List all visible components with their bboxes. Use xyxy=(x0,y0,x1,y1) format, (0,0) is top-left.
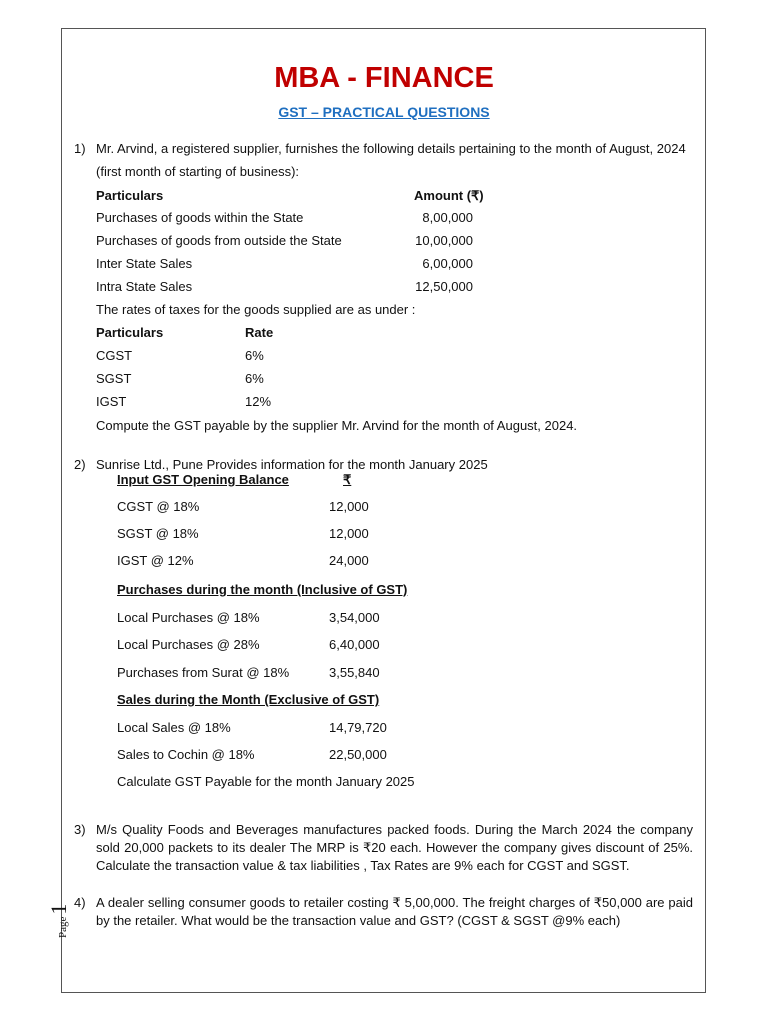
table-row-value: 6,40,000 xyxy=(329,637,380,652)
q4-number: 4) xyxy=(74,895,86,910)
table-row-value: 8,00,000 xyxy=(422,210,473,225)
table-row-label: Purchases of goods from outside the State xyxy=(96,233,342,248)
q3-number: 3) xyxy=(74,822,86,837)
table-row-value: 12% xyxy=(245,394,272,409)
table-row-value: 22,50,000 xyxy=(329,747,387,762)
q2-rupee-heading: ₹ xyxy=(343,472,352,487)
table-row-label: IGST @ 12% xyxy=(117,553,194,568)
table-row-label: Local Purchases @ 28% xyxy=(117,637,260,652)
table-row-label: CGST @ 18% xyxy=(117,499,200,514)
q2-opening-heading: Input GST Opening Balance xyxy=(117,472,289,487)
table-row-value: 6% xyxy=(245,348,264,363)
table-row-value: 6% xyxy=(245,371,264,386)
table-row-value: 24,000 xyxy=(329,553,369,568)
q4-text: A dealer selling consumer goods to retailer costing ₹ 5,00,000. The freight charges of ₹50,000 are paid by the retailer. What would be the transaction value and GST? (CGST & SGST @9% each) xyxy=(96,895,693,928)
table-row-label: Local Purchases @ 18% xyxy=(117,610,260,625)
table-row-value: 6,00,000 xyxy=(422,256,473,271)
table-row-label: Intra State Sales xyxy=(96,279,193,294)
q2-question: Calculate GST Payable for the month January 2025 xyxy=(117,774,415,789)
q2-sales-heading: Sales during the Month (Exclusive of GST) xyxy=(117,692,380,707)
page-number-label xyxy=(46,904,72,938)
table-row-label: Purchases of goods within the State xyxy=(96,210,304,225)
page-word: Page xyxy=(57,916,69,938)
table-row-label: Inter State Sales xyxy=(96,256,193,271)
q1-intro-line2: (first month of starting of business): xyxy=(96,164,300,179)
table-row-value: 12,000 xyxy=(329,526,369,541)
table-row-value: 3,54,000 xyxy=(329,610,380,625)
q1-table2-header-particulars: Particulars xyxy=(96,325,164,340)
q2-number: 2) xyxy=(74,457,86,472)
q2-intro: Sunrise Ltd., Pune Provides information for the month January 2025 xyxy=(96,457,488,472)
table-row-label: Local Sales @ 18% xyxy=(117,720,231,735)
table-row-label: SGST @ 18% xyxy=(117,526,199,541)
table-row-label: IGST xyxy=(96,394,127,409)
q1-rates-intro: The rates of taxes for the goods supplied are as under : xyxy=(96,302,416,317)
q1-table1-header-amount: Amount (₹) xyxy=(414,188,484,203)
page-subtitle: GST – PRACTICAL QUESTIONS xyxy=(278,104,490,120)
table-row-value: 3,55,840 xyxy=(329,665,380,680)
q1-table1-header-particulars: Particulars xyxy=(96,188,164,203)
table-row-label: SGST xyxy=(96,371,132,386)
table-row-value: 12,50,000 xyxy=(415,279,473,294)
q2-purchases-heading: Purchases during the month (Inclusive of GST) xyxy=(117,582,408,597)
page-number: 1 xyxy=(46,903,71,915)
q3-text: M/s Quality Foods and Beverages manufactures packed foods. During the March 2024 the company sold 20,000 packets to its dealer The MRP is ₹20 each. However the company gives discount of 25%. Calculate the transaction value & tax liabilities , Tax Rates are 9% each for CGST and SGST. xyxy=(96,822,693,873)
q1-intro-line1: Mr. Arvind, a registered supplier, furnishes the following details pertaining to the month of August, 2024 xyxy=(96,141,686,156)
q1-table2-header-rate: Rate xyxy=(245,325,274,340)
q1-number: 1) xyxy=(74,141,86,156)
table-row-value: 12,000 xyxy=(329,499,369,514)
table-row-label: Sales to Cochin @ 18% xyxy=(117,747,255,762)
q1-question: Compute the GST payable by the supplier Mr. Arvind for the month of August, 2024. xyxy=(96,418,578,433)
table-row-label: CGST xyxy=(96,348,133,363)
table-row-value: 14,79,720 xyxy=(329,720,387,735)
table-row-value: 10,00,000 xyxy=(415,233,473,248)
table-row-label: Purchases from Surat @ 18% xyxy=(117,665,290,680)
page-title: MBA - FINANCE xyxy=(274,62,494,94)
